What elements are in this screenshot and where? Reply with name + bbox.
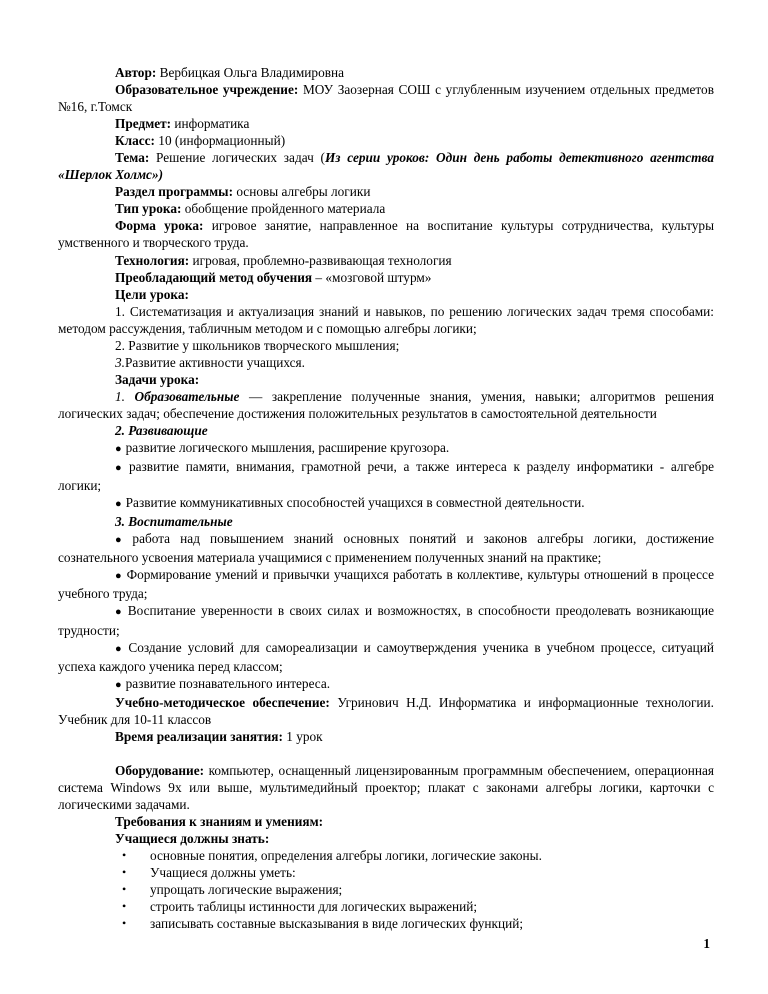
tasks-educational-number: 1. [115, 388, 135, 404]
institution-line [58, 81, 714, 115]
bullet-icon: ● [115, 570, 123, 583]
requirement-item: • Учащиеся должны уметь: [150, 864, 714, 881]
equipment-value: компьютер, оснащенный лицензированным программным обеспечением, операционная система Windows 9x или выше, мультимедийный проектор; плакат с законами алгебры логики, карточки с логическими задачами. [58, 762, 714, 812]
method-label: Преобладающий метод обучения [115, 269, 313, 285]
requirements-heading: Требования к знаниям и умениям: [115, 813, 324, 829]
bullet-item [58, 530, 714, 566]
tasks-educational [58, 388, 714, 422]
topic-series: Из серии уроков: Один день работы детективного агентства «Шерлок Холмс») [58, 150, 715, 183]
equipment-line [58, 762, 714, 813]
blank-line [58, 745, 714, 762]
method-value: – «мозговой штурм» [312, 269, 432, 285]
lesson-form-value: игровое занятие, направленное на воспитание культуры сотрудничества, культуры умственного и творческого труда. [58, 218, 714, 251]
lesson-form-line [58, 217, 714, 251]
bullet-item-text: Создание условий для самореализации и самоутверждения ученика в учебном процессе, ситуаций успеха каждого ученика перед классом; [58, 639, 714, 674]
lesson-type-value: обобщение пройденного материала [181, 201, 386, 217]
goal-item [58, 354, 714, 371]
goal-item: 2. Развитие у школьников творческого мышления; [115, 337, 400, 353]
method-line [58, 269, 714, 286]
section-value: основы алгебры логики [233, 184, 371, 200]
technology-label: Технология: [115, 252, 190, 268]
tasks-upbringing-heading: 3. Воспитательные [115, 514, 233, 530]
subject-value: информатика [171, 116, 250, 132]
author-line [58, 64, 714, 81]
bullet-icon: ● [115, 498, 122, 511]
goal-item: 1. Систематизация и актуализация знаний и навыков, по решению логических задач тремя способами: методом рассуждения, табличным методом и с помощью алгебры логики; [58, 303, 714, 336]
bullet-item-text: развитие логического мышления, расширение кругозора. [125, 440, 450, 456]
lesson-type-line [58, 200, 714, 217]
grade-value: 10 (информационный) [154, 133, 286, 149]
topic-value: Решение логических задач ( [149, 150, 325, 166]
bullet-item [58, 675, 714, 694]
subject-line [58, 115, 714, 132]
technology-value: игровая, проблемно-развивающая технология [189, 252, 452, 268]
bullet-icon: ● [115, 534, 129, 547]
bullet-item [58, 439, 714, 458]
grade-line [58, 132, 714, 149]
tasks-heading: Задачи урока: [115, 371, 200, 387]
bullet-item-text: развитие познавательного интереса. [125, 675, 331, 691]
time-line [58, 728, 714, 745]
grade-label: Класс: [115, 133, 155, 149]
document-page [58, 64, 714, 932]
bullet-item [58, 494, 714, 513]
support-line [58, 694, 714, 728]
section-label: Раздел программы: [115, 184, 233, 200]
tasks-educational-text: — закрепление полученные знания, умения, навыки; алгоритмов решения логических задач; обеспечение достижения положительных результатов в самостоятельной деятельности [58, 388, 715, 421]
technology-line [58, 252, 714, 269]
bullet-icon: ● [115, 606, 124, 619]
bullet-icon: ● [115, 443, 122, 456]
bullet-item-text: Формирование умений и привычки учащихся работать в коллективе, культуры отношений в процессе учебного труда; [58, 567, 714, 602]
support-label: Учебно-методическое обеспечение: [115, 694, 330, 710]
institution-value: МОУ Заозерная СОШ с углубленным изучением отдельных предметов №16, г.Томск [58, 82, 714, 115]
bullet-icon: ● [115, 462, 125, 475]
bullet-icon: ● [115, 678, 122, 691]
section-line [58, 183, 714, 200]
tasks-developing-heading: 2. Развивающие [115, 422, 208, 438]
lesson-form-label: Форма урока: [115, 218, 204, 234]
requirements-know-heading: Учащиеся должны знать: [115, 831, 270, 847]
author-value: Вербицкая Ольга Владимировна [156, 65, 345, 80]
support-value: Угринович Н.Д. Информатика и информационные технологии. Учебник для 10-11 классов [58, 694, 714, 727]
goal-item-number: 3. [115, 354, 125, 370]
requirements-list [58, 847, 714, 932]
topic-label: Тема: [115, 150, 150, 166]
bullet-item [58, 566, 714, 602]
bullet-item-text: Развитие коммуникативных способностей учащихся в совместной деятельности. [125, 495, 585, 511]
goal-item-text: Развитие активности учащихся. [124, 354, 305, 370]
requirement-item: • записывать составные высказывания в виде логических функций; [150, 915, 714, 932]
institution-label: Образовательное учреждение: [115, 82, 299, 98]
time-value: 1 урок [282, 728, 323, 744]
bullet-item [58, 602, 714, 638]
requirement-item: • строить таблицы истинности для логических выражений; [150, 898, 714, 915]
requirement-item: • упрощать логические выражения; [150, 881, 714, 898]
requirement-item: • основные понятия, определения алгебры логики, логические законы. [150, 847, 714, 864]
lesson-type-label: Тип урока: [115, 201, 182, 217]
equipment-label: Оборудование: [115, 762, 205, 778]
bullet-item [58, 639, 714, 675]
page-number: 1 [703, 936, 710, 951]
bullet-item-text: развитие памяти, внимания, грамотной речи, а также интереса к разделу информатики - алгебре логики; [58, 459, 714, 494]
bullet-item [58, 458, 714, 494]
bullet-item-text: Воспитание уверенности в своих силах и возможностях, в способности преодолевать возникающие трудности; [58, 603, 714, 638]
bullet-item-text: работа над повышением знаний основных понятий и законов алгебры логики, достижение сознательного усвоения материала учащимися с применением полученных знаний на практике; [58, 531, 714, 566]
subject-label: Предмет: [115, 116, 172, 132]
time-label: Время реализации занятия: [115, 728, 283, 744]
author-label: Автор: [115, 65, 157, 80]
bullet-icon: ● [115, 642, 125, 655]
goals-heading: Цели урока: [115, 286, 189, 302]
topic-line [58, 149, 714, 183]
tasks-educational-label: Образовательные [134, 388, 240, 404]
